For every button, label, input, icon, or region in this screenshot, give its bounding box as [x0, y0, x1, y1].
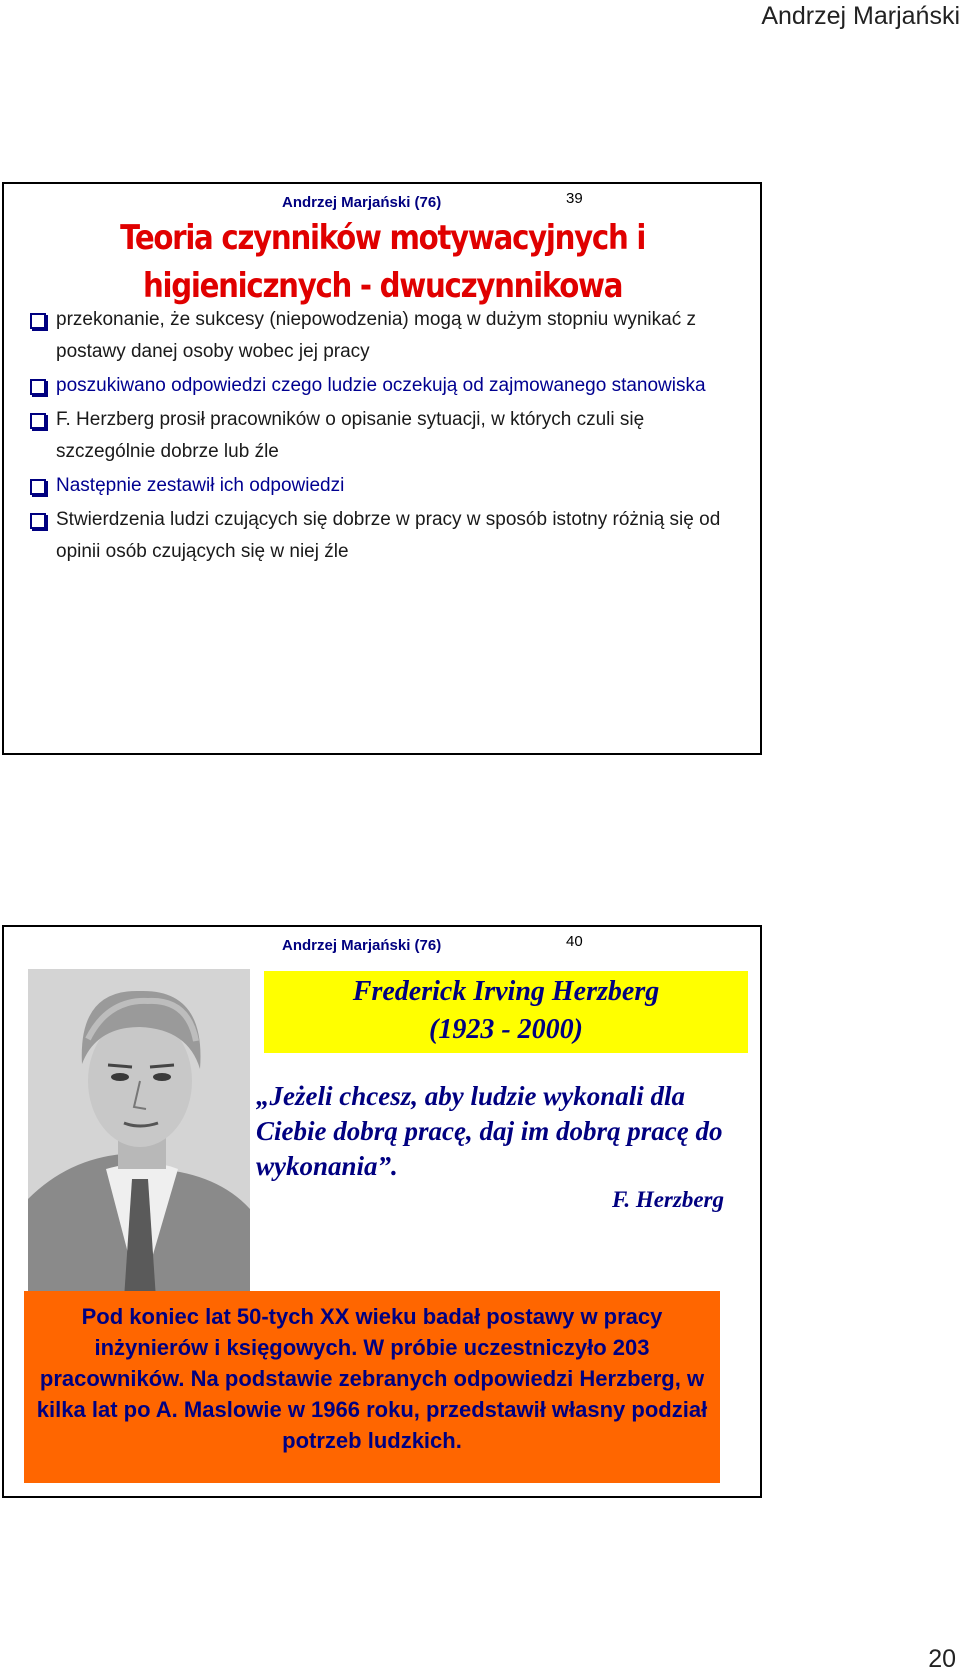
page-number: 20 — [928, 1645, 956, 1673]
slide-39 — [2, 182, 762, 755]
slide-40 — [2, 925, 762, 1498]
quote-author: F. Herzberg — [611, 1187, 724, 1212]
list-item-text: Stwierdzenia ludzi czujących się dobrze w pracy w sposób istotny różnią się od opinii osób czujących się w niej źle — [56, 509, 721, 562]
title-line-1: Teoria czynników motywacyjnych i — [120, 218, 646, 258]
title-line-2: higienicznych - dwuczynnikowa — [142, 266, 623, 306]
slide-author: Andrzej Marjański (76) — [282, 194, 442, 211]
name-box — [264, 971, 748, 1053]
quote-text: „Jeżeli chcesz, aby ludzie wykonali dla Ciebie dobrą pracę, daj im dobrą pracę do wykonania”. — [256, 1081, 723, 1181]
list-item-text: F. Herzberg prosił pracowników o opisanie sytuacji, w których czuli się szczególnie dobrze lub źle — [56, 409, 645, 462]
list-item — [28, 370, 748, 402]
checkbox-bullet-icon — [30, 413, 46, 429]
list-item-text: Następnie zestawił ich odpowiedzi — [56, 475, 345, 496]
list-item-text: poszukiwano odpowiedzi czego ludzie oczekują od zajmowanego stanowiska — [56, 375, 706, 396]
checkbox-bullet-icon — [30, 513, 46, 529]
list-item — [28, 470, 748, 502]
person-name: Frederick Irving Herzberg — [352, 976, 660, 1007]
slide-author: Andrzej Marjański (76) — [282, 937, 442, 954]
page-header: Andrzej Marjański — [761, 2, 960, 30]
slide-number: 39 — [566, 190, 583, 207]
list-item-text: przekonanie, że sukcesy (niepowodzenia) mogą w dużym stopniu wynikać z postawy danej osoby wobec jej pracy — [56, 309, 696, 362]
list-item — [28, 504, 748, 568]
checkbox-bullet-icon — [30, 479, 46, 495]
checkbox-bullet-icon — [30, 379, 46, 395]
bullet-list — [28, 304, 748, 570]
slide-number: 40 — [566, 933, 583, 950]
list-item — [28, 304, 748, 368]
portrait-photo — [28, 969, 250, 1299]
slide-title — [56, 214, 710, 310]
description-box: Pod koniec lat 50-tych XX wieku badał postawy w pracy inżynierów i księgowych. W próbie uczestniczyło 203 pracowników. Na podstawie zebranych odpowiedzi Herzberg, w kilka lat po A. Maslowie w 1966 roku, przedstawił własny podział potrzeb ludzkich. — [24, 1291, 720, 1483]
person-years: (1923 - 2000) — [429, 1014, 583, 1045]
portrait-illustration — [28, 969, 250, 1299]
list-item — [28, 404, 748, 468]
checkbox-bullet-icon — [30, 313, 46, 329]
